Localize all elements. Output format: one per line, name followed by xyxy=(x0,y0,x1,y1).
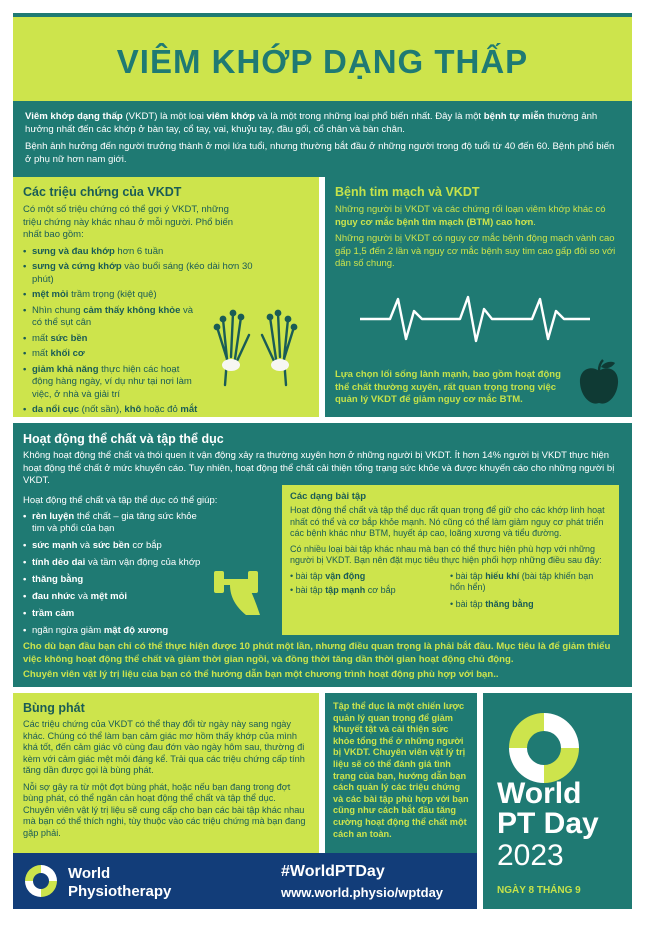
intro-paragraph-1 xyxy=(25,110,620,136)
list-item: • sưng và đau khớp hơn 6 tuần xyxy=(23,246,272,259)
intro-bold-2: viêm khớp xyxy=(206,111,255,122)
benefits-lead: Hoạt động thể chất và tập thể dục có thể giúp: xyxy=(23,494,218,506)
page-title: VIÊM KHỚP DẠNG THẤP xyxy=(116,43,529,80)
intro-paragraph-2: Bệnh ảnh hưởng đến người trưởng thành ở mọi lứa tuổi, nhưng thường bắt đầu ở những người trong độ tuổi từ 40 đến 60. Bệnh phổ biến ở phụ nữ hơn nam giới. xyxy=(25,141,615,165)
flare-section xyxy=(13,693,319,853)
intro-text-2: và là một trong những loại phổ biến nhất. Đây là một xyxy=(254,111,484,122)
symptoms-intro: Có một số triệu chứng có thể gợi ý VKDT, những triệu chứng này khác nhau ở mỗi người. Phổ biến nhất bao gồm: xyxy=(23,204,234,240)
physio-text: Tập thể dục là một chiến lược quản lý quan trọng để giảm khuyết tật và cải thiện sức khỏe tổng thể ở những người bị VKDT. Chuyên viên vật lý trị liệu sẽ có thể đánh giá tình trạng của bạn, hướng dẫn bạn cách quản lý các triệu chứng và các bài tập phù hợp với bạn cũng như cách bắt đầu tăng cường hoạt động thể chất một cách an toàn. xyxy=(333,701,469,839)
intro-bold-1: Viêm khớp dạng thấp xyxy=(25,111,123,122)
world-pt-day-badge xyxy=(483,693,632,909)
symptoms-title: Các triệu chứng của VKDT xyxy=(23,185,182,199)
list-item: • mất khối cơ xyxy=(23,348,202,361)
activity-highlight-1: Cho dù bạn đầu bạn chỉ có thể thực hiện được 10 phút một lần, nhưng điều quan trọng là phải bắt đầu. Mục tiêu là để giảm thiểu việc không hoạt động thể chất và giảm thời gian ngồi, và đồng thời tăng dần thời gian hoạt động chủ động. xyxy=(23,641,611,665)
pt-day-line-1: World xyxy=(497,777,582,810)
flare-title: Bùng phát xyxy=(23,701,85,715)
list-item: • giảm khả năng thực hiện các hoạt động hàng ngày, ví dụ như tại nơi làm việc, ở nhà và giải trí xyxy=(23,364,202,402)
cardio-section xyxy=(325,177,632,417)
cardio-paragraph-1: Những người bị VKDT và các chứng rối loạn viêm khớp khác có nguy cơ mắc bệnh tim mạch (BTM) cao hơn. xyxy=(335,204,606,228)
org-name-line-2: Physiotherapy xyxy=(68,883,172,900)
footer xyxy=(13,853,477,909)
physio-section xyxy=(325,693,477,853)
pt-day-year: 2023 xyxy=(497,839,564,872)
header-banner xyxy=(13,13,632,101)
list-item: • mất sức bền xyxy=(23,333,202,346)
exercise-types-box xyxy=(282,485,619,635)
symptoms-section xyxy=(13,177,319,417)
cardio-paragraph-2: Những người bị VKDT có nguy cơ mắc bệnh động mạch vành cao gấp 1,5 đến 2 lần và nguy cơ mắc bệnh suy tim cao gấp đôi so với dân số chung. xyxy=(335,233,616,269)
list-item: • bài tập thăng bằng xyxy=(450,598,534,609)
exercise-box-title: Các dạng bài tập xyxy=(290,491,367,502)
intro-text-3: thường ảnh hưởng nhất đến các khớp ở bàn tay, cổ tay, vai, khuỷu tay, đầu gối, cổ chân và bàn chân. xyxy=(25,111,598,135)
website-link[interactable]: www.world.physio/wptday xyxy=(281,885,444,900)
list-item: • bài tập hiếu khí (bài tập khiến bạn hổn hển) xyxy=(450,570,594,592)
activity-title: Hoạt động thể chất và tập thể dục xyxy=(23,432,224,446)
hashtag: #WorldPTDay xyxy=(281,863,385,880)
list-item: • sưng và cứng khớp vào buổi sáng (kéo dài hơn 30 phút) xyxy=(23,261,272,286)
list-item: • bài tập vận động xyxy=(290,570,366,581)
flare-paragraph-2: Nỗi sợ gây ra từ một đợt bùng phát, hoặc nếu bạn đang trong đợt bùng phát, có thể ngăn cản hoạt động thể chất và tập thể dục. Chuyên viên vật lý trị liệu sẽ cung cấp cho bạn các bài tập khác nhau mà bạn có thể thích nghi, tùy thuộc vào các triệu chứng mà bạn đang gặp phải. xyxy=(23,781,306,838)
world-pt-day-logo-icon xyxy=(505,709,583,787)
world-physiotherapy-logo-icon xyxy=(23,863,59,899)
list-item: • bài tập tập mạnh cơ bắp xyxy=(290,584,396,595)
activity-highlight-2: Chuyên viên vật lý trị liệu của bạn có thể hướng dẫn bạn một chương trình hoạt động phù hợp với bạn.. xyxy=(23,669,499,680)
intro-text-1: (VKDT) là một loại xyxy=(122,111,207,122)
heartbeat-icon xyxy=(360,289,590,344)
list-item: • tính dẻo dai và tầm vận động của khớp xyxy=(23,557,278,569)
cardio-title: Bệnh tim mạch và VKDT xyxy=(335,185,480,199)
list-item: • đau nhức và mệt mỏi xyxy=(23,591,278,603)
dumbbell-arm-icon xyxy=(208,541,268,621)
list-item: • ngăn ngừa giảm mật độ xương xyxy=(23,625,278,637)
exercise-box-paragraph-1: Hoạt động thể chất và tập thể dục rất quan trọng để giữ cho các khớp linh hoạt nhất có thể và cơ bắp khỏe mạnh. Nó cũng có thể làm giảm nguy cơ phát triển các bệnh khác như BTM, huyết áp cao, loãng xương và tiểu đường. xyxy=(290,505,605,538)
list-item: • trầm cảm xyxy=(23,608,278,620)
apple-icon xyxy=(577,359,621,407)
hands-xray-icon xyxy=(203,267,308,387)
list-item: • Nhìn chung cảm thấy không khỏe và có thể sụt cân xyxy=(23,305,202,330)
pt-day-date: NGÀY 8 THÁNG 9 xyxy=(497,885,581,896)
exercise-box-paragraph-2: Có nhiều loại bài tập khác nhau mà bạn có thể thực hiện phù hợp với những người bị VKDT. Bạn nên đặt mục tiêu thực hiện phối hợp những điều sau đây: xyxy=(290,543,602,565)
exercise-types-list xyxy=(290,571,611,613)
list-item: • da nổi cục (nốt sần), khô hoặc đỏ mắt xyxy=(23,404,272,417)
list-item: • thăng bằng xyxy=(23,574,278,586)
list-item: • sức mạnh và sức bền cơ bắp xyxy=(23,540,278,552)
intro-section xyxy=(13,101,632,177)
activity-section xyxy=(13,423,632,687)
cardio-advice: Lựa chọn lối sống lành mạnh, bao gồm hoạt động thể chất thường xuyên, rất quan trọng trong việc quản lý VKDT để giảm nguy cơ mắc BTM. xyxy=(335,369,561,405)
flare-paragraph-1: Các triệu chứng của VKDT có thể thay đổi từ ngày này sang ngày khác. Chúng có thể làm bạn cảm giác mơ hồm thấy khớp của mình khá tốt, đến cảm giác vô cùng đau đớn vào ngày hôm sau, thường đi kèm với cảm giác mệt mỏi đáng kể. Trải qua các triệu chứng cấp tính tăng dần được gọi là bùng phát. xyxy=(23,719,305,775)
list-item: • mệt mỏi trầm trọng (kiệt quệ) xyxy=(23,289,272,302)
intro-bold-3: bệnh tự miễn xyxy=(483,111,545,122)
list-item: • rèn luyện thể chất – gia tăng sức khỏe tim và phổi của bạn xyxy=(23,511,212,535)
org-name-line-1: World xyxy=(68,865,111,882)
pt-day-line-2: PT Day xyxy=(497,807,599,840)
activity-intro: Không hoạt động thể chất và thói quen ít vận động xảy ra thường xuyên hơn ở những người bị VKDT. Ít hơn 14% người bị VKDT thực hiện hoạt động thể chất ở mức khuyến cáo. Tuy nhiên, hoạt động thể chất cải thiện tổng trạng sức khỏe và được khuyến cáo cho những người bị VKDT. xyxy=(23,450,615,486)
